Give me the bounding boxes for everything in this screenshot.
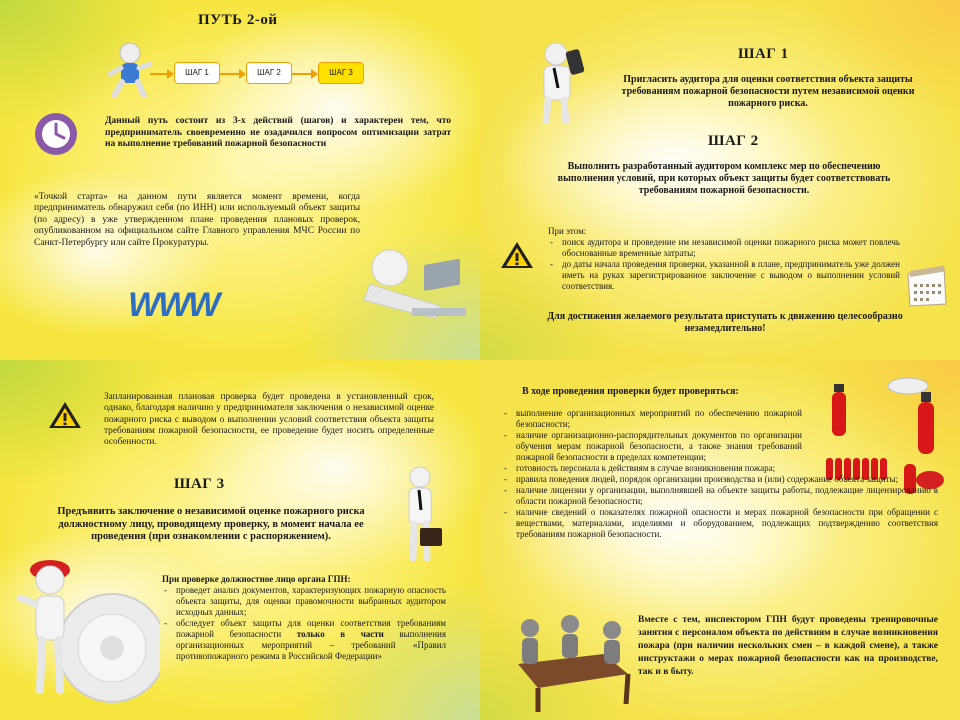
gpn-item-tail: выполнения организационных мероприятий – требований «Правил противопожарного режима в Российской Федерации» — [176, 629, 446, 661]
check-item: - наличие сведений о показателях пожарной опасности и мерах пожарной безопасности при обращении с веществами, материалами, изделиями и оборудованием, подлежащих подтверждению соответствия требованиям пожарной безопасности. — [502, 507, 938, 540]
walking-figure-icon — [106, 42, 154, 98]
laptop-figure-icon — [350, 244, 470, 334]
slide-title: ПУТЬ 2-ой — [198, 12, 278, 28]
check-item: - готовность персонала к действиям в случае возникновения пожара; — [502, 463, 938, 474]
step-1-text: Пригласить аудитора для оценки соответствия объекта защиты требованиям пожарной безопасности путем независимой оценки пожарного риска. — [621, 74, 915, 109]
slide-inspection-checks — [480, 360, 960, 720]
note-block — [548, 226, 900, 292]
check-item: - правила поведения людей, порядок организации производства и (или) содержание объекта защиты; — [502, 474, 938, 485]
phone-figure-icon — [528, 42, 588, 124]
slide-steps-1-2 — [480, 0, 960, 360]
inspection-note: Запланированная плановая проверка будет проведена в установленный срок, однако, благодаря наличию у предпринимателя заключения о независимой оценке пожарного риска с выводом о выполнении условий соответствия объекта защиты требованиям пожарной безопасности, ее проведение будет носить определенные особенности. — [104, 392, 434, 448]
step-3-text: Предъявить заключение о независимой оценке пожарного риска должностному лицу, проводящему проверку, в момент начала ее проведения (при ознакомлении с распоряжением). — [57, 506, 365, 542]
arrow-icon — [150, 73, 172, 75]
gpn-block — [162, 574, 446, 662]
arrow-icon — [220, 73, 244, 75]
step-1-box: ШАГ 1 — [174, 62, 220, 84]
checks-list — [502, 408, 938, 540]
slide-path-2 — [0, 0, 480, 360]
intro-text: Данный путь состоит из 3-х действий (шагов) и характерен тем, что предприниматель своевременно не озадачился вопросом оптимизации затрат на выполнение требований пожарной безопасности — [105, 116, 451, 149]
note-item: - до даты начала проведения проверки, указанной в плане, предприниматель уже должен иметь на руках зарегистрированное заключение с выводом о выполнении условий соответствия. — [548, 259, 900, 292]
check-item: - выполнение организационных мероприятий по обеспечению пожарной безопасности; — [502, 408, 802, 430]
meeting-table-icon — [508, 604, 636, 716]
briefcase-figure-icon — [396, 466, 446, 562]
check-item: - наличие организационно-распорядительных документов по организации обучения мерам пожарной безопасности, а также знания требований пожарной безопасности в пределах компетенции; — [502, 430, 802, 463]
slide-step-3 — [0, 360, 480, 720]
gpn-item: - проведет анализ документов, характеризующих пожарную опасность объекта защиты, для оценки правомочности выбранных аудитором исходных данных; — [162, 585, 446, 618]
step-1-title: ШАГ 1 — [738, 46, 789, 62]
check-item: - наличие лицензии у организации, выполнявшей на объекте защиты работы, подлежащие лицензированию в области пожарной безопасности; — [502, 485, 938, 507]
note-heading: При этом: — [548, 226, 587, 236]
warning-icon — [500, 240, 534, 270]
step-3-title: ШАГ 3 — [174, 476, 225, 492]
checks-heading: В ходе проведения проверки будет проверяться: — [522, 386, 739, 397]
closing-text: Для достижения желаемого результата приступать к движению целесообразно незамедлительно! — [547, 311, 903, 334]
gpn-item-bold: только в части — [296, 629, 384, 639]
arrow-icon — [292, 73, 316, 75]
gpn-heading: При проверке должностное лицо органа ГПН: — [162, 574, 351, 584]
calendar-icon — [904, 264, 948, 308]
clock-icon — [34, 112, 78, 156]
step-2-box: ШАГ 2 — [246, 62, 292, 84]
warning-icon — [48, 400, 82, 430]
gpn-item — [162, 618, 446, 662]
training-text: Вместе с тем, инспектором ГПН будут проведены тренировочные занятия с персоналом объекта по действиям в случае возникновения пожара (при наличии нескольких смен – в каждой смене), а также инструктажи о мерах пожарной безопасности как на производстве, так и в быту. — [638, 615, 938, 677]
step-3-box: ШАГ 3 — [318, 62, 364, 84]
gpn-item-text: обследует объект защиты для оценки соответствия требованиям пожарной безопасности — [176, 618, 446, 639]
firefighter-detector-icon — [12, 556, 160, 716]
start-point-text: «Точкой старта» на данном пути является момент времени, когда предприниматель обнаружил себя (по ИНН) или используемый объект защиты (по адресу) в уже утвержденном плане проведения плановых проверок, опубликованном на официальном сайте Главного управления МЧС России по Санкт-Петербургу или сайте Прокуратуры. — [34, 192, 360, 248]
www-graphic: WWW — [128, 286, 219, 324]
step-2-text: Выполнить разработанный аудитором комплекс мер по обеспечению выполнения условий, при которых объект защиты будет соответствовать требованиям пожарной безопасности. — [557, 161, 891, 196]
step-2-title: ШАГ 2 — [708, 133, 759, 149]
note-item: - поиск аудитора и проведение им независимой оценки пожарного риска может повлечь обоснованные временные затраты; — [548, 237, 900, 259]
